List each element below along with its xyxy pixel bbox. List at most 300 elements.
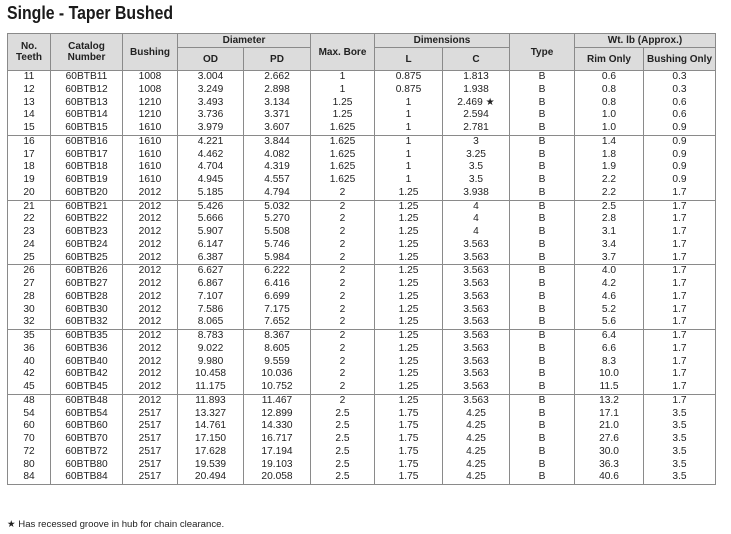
cell-c: 3.5 <box>443 174 510 187</box>
cell-c: 4 <box>443 213 510 226</box>
cell-catalog-number: 60BTB11 <box>51 71 123 84</box>
cell-pd: 5.508 <box>244 226 311 239</box>
cell-catalog-number: 60BTB13 <box>51 97 123 110</box>
cell-bushing-only: 1.7 <box>644 200 716 213</box>
cell-rim-only: 4.6 <box>575 291 644 304</box>
cell-c: 4.25 <box>443 459 510 472</box>
cell-bushing-only: 0.9 <box>644 149 716 162</box>
cell-od: 7.107 <box>178 291 244 304</box>
cell-catalog-number: 60BTB28 <box>51 291 123 304</box>
cell-catalog-number: 60BTB25 <box>51 252 123 265</box>
cell-rim-only: 21.0 <box>575 420 644 433</box>
header-type: Type <box>510 34 575 71</box>
cell-no-teeth: 14 <box>8 109 51 122</box>
cell-l: 1.75 <box>375 408 443 421</box>
cell-max-bore: 2 <box>311 265 375 278</box>
cell-pd: 19.103 <box>244 459 311 472</box>
cell-catalog-number: 60BTB15 <box>51 122 123 135</box>
cell-c: 4 <box>443 200 510 213</box>
cell-type: B <box>510 471 575 484</box>
cell-l: 1 <box>375 135 443 148</box>
cell-bushing: 2012 <box>123 343 178 356</box>
cell-od: 5.185 <box>178 187 244 200</box>
cell-bushing-only: 3.5 <box>644 446 716 459</box>
cell-rim-only: 5.6 <box>575 316 644 329</box>
cell-c: 3.563 <box>443 381 510 394</box>
cell-pd: 3.844 <box>244 135 311 148</box>
cell-bushing: 2012 <box>123 356 178 369</box>
table-row <box>8 84 716 97</box>
cell-bushing: 2517 <box>123 433 178 446</box>
cell-no-teeth: 70 <box>8 433 51 446</box>
cell-c: 3.25 <box>443 149 510 162</box>
cell-od: 9.980 <box>178 356 244 369</box>
cell-rim-only: 4.0 <box>575 265 644 278</box>
cell-c: 3.563 <box>443 278 510 291</box>
table-row <box>8 265 716 278</box>
cell-type: B <box>510 459 575 472</box>
cell-type: B <box>510 97 575 110</box>
cell-bushing: 2012 <box>123 213 178 226</box>
cell-bushing: 2012 <box>123 226 178 239</box>
cell-no-teeth: 32 <box>8 316 51 329</box>
cell-catalog-number: 60BTB26 <box>51 265 123 278</box>
cell-pd: 3.371 <box>244 109 311 122</box>
cell-max-bore: 2 <box>311 200 375 213</box>
cell-l: 1.75 <box>375 420 443 433</box>
cell-max-bore: 2 <box>311 394 375 407</box>
cell-no-teeth: 72 <box>8 446 51 459</box>
cell-pd: 8.367 <box>244 330 311 343</box>
cell-bushing-only: 1.7 <box>644 316 716 329</box>
cell-bushing: 2012 <box>123 278 178 291</box>
cell-bushing-only: 3.5 <box>644 408 716 421</box>
cell-bushing-only: 3.5 <box>644 471 716 484</box>
cell-bushing-only: 1.7 <box>644 343 716 356</box>
cell-no-teeth: 27 <box>8 278 51 291</box>
cell-no-teeth: 21 <box>8 200 51 213</box>
cell-rim-only: 0.8 <box>575 97 644 110</box>
cell-od: 8.065 <box>178 316 244 329</box>
cell-od: 3.493 <box>178 97 244 110</box>
cell-l: 1.25 <box>375 226 443 239</box>
cell-l: 1.25 <box>375 304 443 317</box>
cell-rim-only: 8.3 <box>575 356 644 369</box>
cell-max-bore: 1.625 <box>311 149 375 162</box>
cell-rim-only: 40.6 <box>575 471 644 484</box>
table-row <box>8 459 716 472</box>
table-row <box>8 471 716 484</box>
cell-no-teeth: 22 <box>8 213 51 226</box>
cell-type: B <box>510 226 575 239</box>
cell-type: B <box>510 122 575 135</box>
cell-bushing-only: 0.6 <box>644 109 716 122</box>
cell-bushing: 1210 <box>123 97 178 110</box>
cell-catalog-number: 60BTB35 <box>51 330 123 343</box>
cell-od: 17.628 <box>178 446 244 459</box>
cell-bushing-only: 1.7 <box>644 291 716 304</box>
cell-pd: 4.557 <box>244 174 311 187</box>
cell-pd: 5.270 <box>244 213 311 226</box>
table-row <box>8 122 716 135</box>
table-row <box>8 291 716 304</box>
cell-bushing-only: 0.9 <box>644 174 716 187</box>
cell-rim-only: 3.1 <box>575 226 644 239</box>
cell-type: B <box>510 408 575 421</box>
cell-od: 13.327 <box>178 408 244 421</box>
cell-rim-only: 1.4 <box>575 135 644 148</box>
cell-catalog-number: 60BTB54 <box>51 408 123 421</box>
cell-catalog-number: 60BTB27 <box>51 278 123 291</box>
header-bushing-only: Bushing Only <box>644 48 716 71</box>
cell-pd: 6.699 <box>244 291 311 304</box>
cell-no-teeth: 20 <box>8 187 51 200</box>
cell-od: 4.945 <box>178 174 244 187</box>
cell-od: 5.426 <box>178 200 244 213</box>
cell-max-bore: 2.5 <box>311 408 375 421</box>
cell-max-bore: 1.625 <box>311 174 375 187</box>
cell-catalog-number: 60BTB22 <box>51 213 123 226</box>
cell-type: B <box>510 149 575 162</box>
cell-max-bore: 1 <box>311 84 375 97</box>
cell-pd: 2.662 <box>244 71 311 84</box>
cell-od: 7.586 <box>178 304 244 317</box>
cell-max-bore: 1.625 <box>311 122 375 135</box>
cell-type: B <box>510 213 575 226</box>
cell-pd: 7.652 <box>244 316 311 329</box>
cell-c: 3.563 <box>443 343 510 356</box>
cell-l: 1 <box>375 149 443 162</box>
cell-pd: 6.222 <box>244 265 311 278</box>
cell-c: 3.563 <box>443 252 510 265</box>
cell-bushing: 1610 <box>123 174 178 187</box>
cell-bushing-only: 0.3 <box>644 71 716 84</box>
cell-od: 6.387 <box>178 252 244 265</box>
cell-od: 3.249 <box>178 84 244 97</box>
cell-l: 1.75 <box>375 459 443 472</box>
sprocket-spec-table-container <box>7 33 715 485</box>
cell-bushing-only: 1.7 <box>644 239 716 252</box>
cell-no-teeth: 36 <box>8 343 51 356</box>
cell-pd: 3.134 <box>244 97 311 110</box>
header-rim-only: Rim Only <box>575 48 644 71</box>
cell-type: B <box>510 109 575 122</box>
cell-bushing-only: 3.5 <box>644 433 716 446</box>
cell-l: 1.25 <box>375 381 443 394</box>
cell-od: 19.539 <box>178 459 244 472</box>
cell-max-bore: 2 <box>311 356 375 369</box>
cell-catalog-number: 60BTB42 <box>51 368 123 381</box>
cell-no-teeth: 54 <box>8 408 51 421</box>
cell-bushing: 2517 <box>123 446 178 459</box>
cell-type: B <box>510 343 575 356</box>
cell-rim-only: 0.6 <box>575 71 644 84</box>
cell-catalog-number: 60BTB70 <box>51 433 123 446</box>
cell-pd: 6.416 <box>244 278 311 291</box>
table-row <box>8 135 716 148</box>
cell-rim-only: 13.2 <box>575 394 644 407</box>
cell-bushing-only: 1.7 <box>644 356 716 369</box>
cell-no-teeth: 24 <box>8 239 51 252</box>
cell-catalog-number: 60BTB72 <box>51 446 123 459</box>
cell-l: 1 <box>375 109 443 122</box>
cell-no-teeth: 40 <box>8 356 51 369</box>
cell-l: 1.25 <box>375 394 443 407</box>
cell-c: 2.469 ★ <box>443 97 510 110</box>
cell-rim-only: 36.3 <box>575 459 644 472</box>
cell-max-bore: 2 <box>311 187 375 200</box>
cell-bushing-only: 1.7 <box>644 304 716 317</box>
cell-l: 1.25 <box>375 316 443 329</box>
cell-rim-only: 0.8 <box>575 84 644 97</box>
cell-pd: 5.984 <box>244 252 311 265</box>
cell-od: 4.221 <box>178 135 244 148</box>
cell-bushing: 2012 <box>123 265 178 278</box>
cell-no-teeth: 23 <box>8 226 51 239</box>
cell-l: 1.25 <box>375 343 443 356</box>
cell-rim-only: 17.1 <box>575 408 644 421</box>
cell-bushing: 2517 <box>123 459 178 472</box>
cell-pd: 11.467 <box>244 394 311 407</box>
cell-c: 3.563 <box>443 304 510 317</box>
cell-type: B <box>510 368 575 381</box>
header-od: OD <box>178 48 244 71</box>
cell-rim-only: 27.6 <box>575 433 644 446</box>
cell-bushing: 2012 <box>123 304 178 317</box>
cell-catalog-number: 60BTB84 <box>51 471 123 484</box>
cell-bushing-only: 3.5 <box>644 459 716 472</box>
cell-c: 2.781 <box>443 122 510 135</box>
cell-od: 4.462 <box>178 149 244 162</box>
cell-c: 4.25 <box>443 408 510 421</box>
cell-l: 1.75 <box>375 446 443 459</box>
table-row <box>8 356 716 369</box>
cell-pd: 17.194 <box>244 446 311 459</box>
cell-bushing: 1610 <box>123 135 178 148</box>
table-row <box>8 187 716 200</box>
cell-no-teeth: 42 <box>8 368 51 381</box>
table-row <box>8 174 716 187</box>
cell-od: 3.004 <box>178 71 244 84</box>
cell-type: B <box>510 316 575 329</box>
cell-type: B <box>510 356 575 369</box>
cell-catalog-number: 60BTB21 <box>51 200 123 213</box>
header-catalog-number: Catalog Number <box>51 34 123 71</box>
cell-catalog-number: 60BTB14 <box>51 109 123 122</box>
cell-max-bore: 2.5 <box>311 446 375 459</box>
cell-no-teeth: 48 <box>8 394 51 407</box>
cell-pd: 4.319 <box>244 161 311 174</box>
cell-catalog-number: 60BTB24 <box>51 239 123 252</box>
cell-bushing: 1008 <box>123 84 178 97</box>
table-row <box>8 408 716 421</box>
cell-type: B <box>510 200 575 213</box>
cell-catalog-number: 60BTB60 <box>51 420 123 433</box>
cell-max-bore: 2 <box>311 381 375 394</box>
cell-no-teeth: 18 <box>8 161 51 174</box>
table-body <box>8 71 716 485</box>
cell-type: B <box>510 135 575 148</box>
cell-l: 1 <box>375 122 443 135</box>
cell-catalog-number: 60BTB40 <box>51 356 123 369</box>
cell-bushing: 1210 <box>123 109 178 122</box>
cell-c: 2.594 <box>443 109 510 122</box>
cell-no-teeth: 28 <box>8 291 51 304</box>
cell-pd: 10.036 <box>244 368 311 381</box>
cell-od: 10.458 <box>178 368 244 381</box>
table-header <box>8 34 716 71</box>
cell-od: 11.893 <box>178 394 244 407</box>
cell-pd: 9.559 <box>244 356 311 369</box>
cell-l: 1.25 <box>375 213 443 226</box>
cell-type: B <box>510 252 575 265</box>
table-row <box>8 109 716 122</box>
table-row <box>8 316 716 329</box>
cell-max-bore: 2.5 <box>311 459 375 472</box>
header-c: C <box>443 48 510 71</box>
cell-type: B <box>510 291 575 304</box>
cell-pd: 12.899 <box>244 408 311 421</box>
cell-rim-only: 3.7 <box>575 252 644 265</box>
table-row <box>8 304 716 317</box>
cell-bushing-only: 1.7 <box>644 330 716 343</box>
cell-type: B <box>510 187 575 200</box>
cell-rim-only: 6.4 <box>575 330 644 343</box>
cell-bushing-only: 1.7 <box>644 252 716 265</box>
cell-catalog-number: 60BTB80 <box>51 459 123 472</box>
cell-type: B <box>510 84 575 97</box>
cell-catalog-number: 60BTB18 <box>51 161 123 174</box>
cell-no-teeth: 17 <box>8 149 51 162</box>
cell-pd: 5.032 <box>244 200 311 213</box>
cell-bushing: 1610 <box>123 122 178 135</box>
cell-bushing: 2012 <box>123 252 178 265</box>
cell-bushing: 2012 <box>123 330 178 343</box>
cell-bushing-only: 1.7 <box>644 278 716 291</box>
cell-max-bore: 2.5 <box>311 420 375 433</box>
cell-od: 20.494 <box>178 471 244 484</box>
table-row <box>8 446 716 459</box>
cell-l: 1.25 <box>375 278 443 291</box>
cell-c: 1.813 <box>443 71 510 84</box>
cell-c: 3.563 <box>443 356 510 369</box>
cell-bushing: 2012 <box>123 381 178 394</box>
cell-c: 3.563 <box>443 330 510 343</box>
cell-l: 1.25 <box>375 239 443 252</box>
cell-rim-only: 1.0 <box>575 122 644 135</box>
cell-rim-only: 10.0 <box>575 368 644 381</box>
cell-max-bore: 2.5 <box>311 433 375 446</box>
cell-l: 1.25 <box>375 356 443 369</box>
cell-bushing-only: 1.7 <box>644 213 716 226</box>
table-row <box>8 420 716 433</box>
table-row <box>8 343 716 356</box>
cell-no-teeth: 19 <box>8 174 51 187</box>
cell-catalog-number: 60BTB23 <box>51 226 123 239</box>
cell-bushing: 1610 <box>123 161 178 174</box>
cell-type: B <box>510 304 575 317</box>
cell-c: 3.563 <box>443 265 510 278</box>
table-row <box>8 226 716 239</box>
table-row <box>8 71 716 84</box>
cell-l: 1 <box>375 97 443 110</box>
cell-od: 5.907 <box>178 226 244 239</box>
table-row <box>8 433 716 446</box>
cell-max-bore: 2 <box>311 304 375 317</box>
cell-c: 3.938 <box>443 187 510 200</box>
cell-max-bore: 1.25 <box>311 97 375 110</box>
cell-l: 1.25 <box>375 187 443 200</box>
header-bushing: Bushing <box>123 34 178 71</box>
cell-no-teeth: 26 <box>8 265 51 278</box>
cell-pd: 10.752 <box>244 381 311 394</box>
cell-catalog-number: 60BTB30 <box>51 304 123 317</box>
cell-od: 11.175 <box>178 381 244 394</box>
cell-rim-only: 2.2 <box>575 187 644 200</box>
table-row <box>8 278 716 291</box>
table-row <box>8 97 716 110</box>
cell-no-teeth: 12 <box>8 84 51 97</box>
cell-catalog-number: 60BTB12 <box>51 84 123 97</box>
cell-catalog-number: 60BTB17 <box>51 149 123 162</box>
cell-no-teeth: 84 <box>8 471 51 484</box>
cell-pd: 4.794 <box>244 187 311 200</box>
cell-bushing: 2517 <box>123 408 178 421</box>
cell-type: B <box>510 278 575 291</box>
cell-c: 3 <box>443 135 510 148</box>
cell-no-teeth: 11 <box>8 71 51 84</box>
cell-type: B <box>510 71 575 84</box>
cell-bushing: 2012 <box>123 291 178 304</box>
cell-bushing: 2012 <box>123 368 178 381</box>
table-row <box>8 368 716 381</box>
cell-bushing-only: 1.7 <box>644 381 716 394</box>
cell-rim-only: 5.2 <box>575 304 644 317</box>
cell-od: 8.783 <box>178 330 244 343</box>
cell-c: 4 <box>443 226 510 239</box>
cell-pd: 16.717 <box>244 433 311 446</box>
table-row <box>8 252 716 265</box>
cell-type: B <box>510 174 575 187</box>
cell-pd: 14.330 <box>244 420 311 433</box>
cell-max-bore: 2 <box>311 213 375 226</box>
header-max-bore: Max. Bore <box>311 34 375 71</box>
cell-catalog-number: 60BTB16 <box>51 135 123 148</box>
cell-type: B <box>510 420 575 433</box>
cell-no-teeth: 80 <box>8 459 51 472</box>
header-dimensions: Dimensions <box>375 34 510 48</box>
header-diameter: Diameter <box>178 34 311 48</box>
cell-l: 1.75 <box>375 433 443 446</box>
cell-catalog-number: 60BTB48 <box>51 394 123 407</box>
cell-bushing: 2517 <box>123 471 178 484</box>
cell-no-teeth: 15 <box>8 122 51 135</box>
cell-max-bore: 1 <box>311 71 375 84</box>
cell-bushing: 2012 <box>123 200 178 213</box>
cell-c: 4.25 <box>443 446 510 459</box>
cell-od: 4.704 <box>178 161 244 174</box>
cell-l: 0.875 <box>375 71 443 84</box>
cell-c: 3.563 <box>443 368 510 381</box>
cell-type: B <box>510 330 575 343</box>
cell-max-bore: 2 <box>311 316 375 329</box>
cell-bushing-only: 1.7 <box>644 265 716 278</box>
cell-l: 1.25 <box>375 330 443 343</box>
cell-bushing-only: 0.9 <box>644 135 716 148</box>
table-row <box>8 200 716 213</box>
cell-pd: 2.898 <box>244 84 311 97</box>
cell-l: 0.875 <box>375 84 443 97</box>
